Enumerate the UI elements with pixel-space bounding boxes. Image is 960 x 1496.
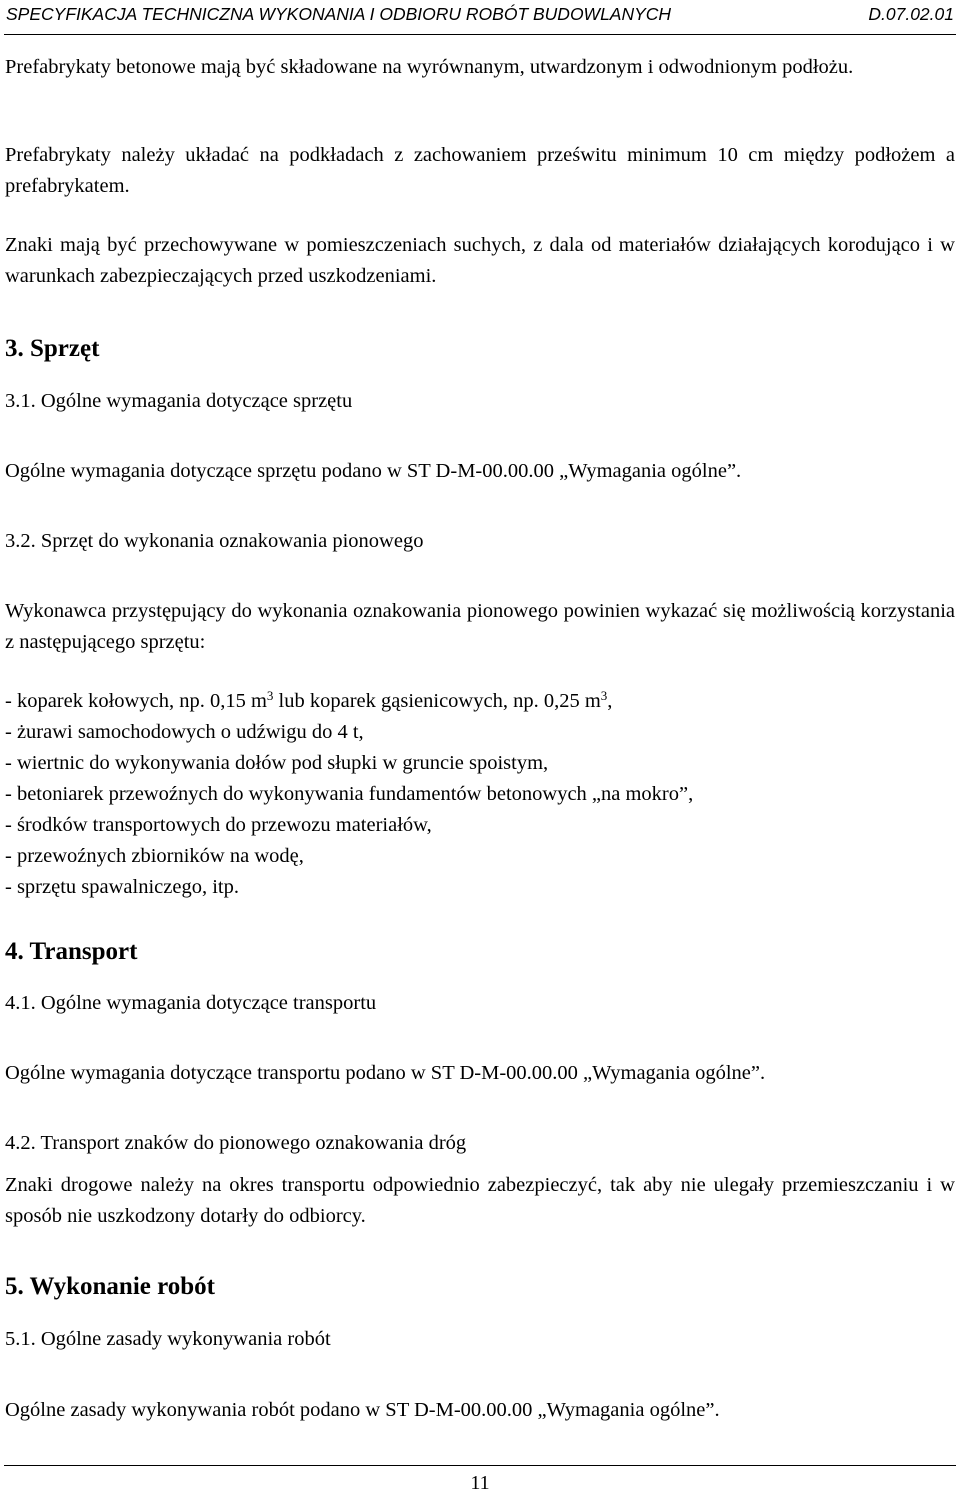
section-4-1-heading: 4.1. Ogólne wymagania dotyczące transportu <box>5 992 377 1014</box>
section-3-2-text: Wykonawca przystępujący do wykonania oznakowania pionowego powinien wykazać się możliwością korzystania z następującego sprzętu: <box>5 600 955 653</box>
footer-rule <box>4 1465 956 1466</box>
section-3-2-heading: 3.2. Sprzęt do wykonania oznakowania pionowego <box>5 530 424 552</box>
paragraph-storage-signs: Znaki mają być przechowywane w pomieszczeniach suchych, z dala od materiałów działających korodująco i w warunkach zabezpieczających przed uszkodzeniami. <box>5 234 955 287</box>
list-item: - wiertnic do wykonywania dołów pod słupki w gruncie spoistym, <box>5 752 549 774</box>
section-5-1-text: Ogólne zasady wykonywania robót podano w ST D-M-00.00.00 „Wymagania ogólne”. <box>5 1399 720 1421</box>
section-5-heading: 5. Wykonanie robót <box>5 1273 215 1300</box>
section-3-1-text: Ogólne wymagania dotyczące sprzętu podano w ST D-M-00.00.00 „Wymagania ogólne”. <box>5 460 742 482</box>
list-item: - betoniarek przewoźnych do wykonywania fundamentów betonowych „na mokro”, <box>5 783 694 805</box>
list-item: - sprzętu spawalniczego, itp. <box>5 876 239 898</box>
list-item: - przewoźnych zbiorników na wodę, <box>5 845 304 867</box>
document-title: SPECYFIKACJA TECHNICZNA WYKONANIA I ODBIORU ROBÓT BUDOWLANYCH <box>6 4 672 24</box>
section-4-2-text: Znaki drogowe należy na okres transportu odpowiednio zabezpieczyć, tak aby nie ulegały przemieszczaniu i w sposób nie uszkodzony dotarły do odbiorcy. <box>5 1174 955 1227</box>
equipment-list <box>5 686 955 903</box>
section-3-1-heading: 3.1. Ogólne wymagania dotyczące sprzętu <box>5 390 353 412</box>
page-number: 11 <box>470 1472 490 1494</box>
section-4-heading: 4. Transport <box>5 938 138 965</box>
paragraph-storage-supports: Prefabrykaty należy układać na podkładach z zachowaniem prześwitu minimum 10 cm między podłożem a prefabrykatem. <box>5 144 955 197</box>
page-header <box>4 0 956 35</box>
section-3-heading: 3. Sprzęt <box>5 335 100 362</box>
section-5-1-heading: 5.1. Ogólne zasady wykonywania robót <box>5 1328 331 1350</box>
document-code: D.07.02.01 <box>868 4 954 24</box>
paragraph-storage-ground: Prefabrykaty betonowe mają być składowane na wyrównanym, utwardzonym i odwodnionym podłożu. <box>5 56 854 78</box>
list-item: - środków transportowych do przewozu materiałów, <box>5 814 432 836</box>
section-4-2-heading: 4.2. Transport znaków do pionowego oznakowania dróg <box>5 1132 467 1154</box>
section-4-1-text: Ogólne wymagania dotyczące transportu podano w ST D-M-00.00.00 „Wymagania ogólne”. <box>5 1062 766 1084</box>
list-item: - koparek kołowych, np. 0,15 $m^3$ lub koparek gąsienicowych, np. 0,25 $m^3$, <box>5 687 613 712</box>
list-item: - żurawi samochodowych o udźwigu do 4 t, <box>5 721 364 743</box>
